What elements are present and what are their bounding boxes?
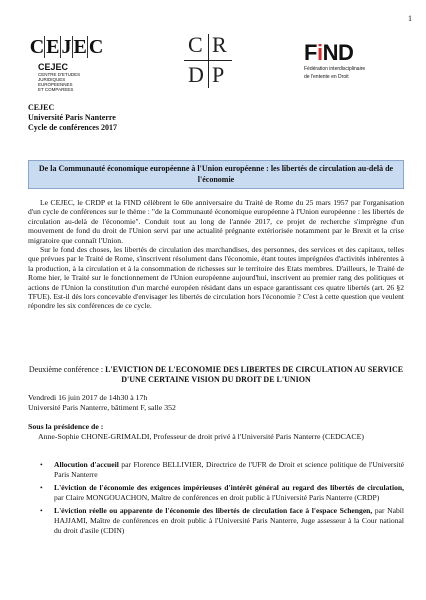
find-logo-word: FiND — [304, 40, 354, 65]
list-item-rest: par Nabil HAJJAMI, Maître de conférences en droit public à l'Université Paris Nanterre, Juge assesseur à la Cour national du droit d'asile (CDIN) — [54, 506, 404, 535]
crdp-letter-d: D — [188, 62, 204, 87]
body-paragraph-2: Sur le fond des choses, les libertés de circulation des marchandises, des personnes, des services et des capitaux, telles que prévues par le Traité de Rome, s'inscrivent résolument dans l'économie, étant toutes imprégnées d'activités inhérentes à la production, à la circulation et à la consommation de richesses sur le territoire des Etats membres. D'ailleurs, le Traité de Rome hier, le Traité sur le fonctionnement de l'Union européenne aujourd'hui, inscrivent au premier rang des politiques et actions de l'Union la constitution d'un marché européen résidant dans un espace garantissant ces quatre libertés (art. 26 §2 TFUE). Est-il dès lors concevable d'envisager les libertés de circulation hors l'économie ? C'est à cette question que veulent répondre les six conférences de ce cycle. — [28, 245, 404, 311]
list-item-bold: L'éviction réelle ou apparente de l'économie des libertés de circulation face à l'espace Schengen, — [54, 506, 373, 516]
header-line-3: Cycle de conférences 2017 — [28, 123, 117, 132]
cejec-logo-sub-2: JURIDIQUES — [38, 77, 66, 82]
conference-heading — [28, 365, 404, 385]
bullet-icon: • — [40, 460, 43, 469]
cejec-logo — [28, 32, 104, 92]
list-item — [40, 483, 404, 502]
title-box: De la Communauté économique européenne à l'Union européenne : les libertés de circulation au-delà de l'économie — [28, 160, 404, 189]
header-line-1: CEJEC — [28, 103, 55, 112]
bullet-icon: • — [40, 483, 43, 493]
list-item-rest: par Claire MONGOUACHON, Maître de conférences en droit public à l'Université Paris Nanterre (CRDP) — [54, 492, 380, 502]
cejec-logo-sub-4: ET COMPAREES — [38, 87, 74, 92]
crdp-letter-p: P — [212, 62, 225, 87]
conference-title: L'EVICTION DE L'ECONOMIE DES LIBERTES DE CIRCULATION AU SERVICE D'UNE CERTAINE VISION DU DROIT DE L'UNION — [105, 365, 404, 384]
program-list — [40, 460, 404, 539]
find-logo — [304, 42, 390, 80]
find-logo-sub-1: Fédération interdisciplinaire — [304, 66, 366, 72]
cejec-logo-mark: C E J E C — [29, 35, 103, 58]
presidence-section — [28, 422, 404, 442]
conference-prefix: Deuxième conférence : — [28, 365, 106, 374]
list-item-rest: par Florence BELLIVIER, Directrice de l'UFR de Droit et science politique de l'Université Paris Nanterre — [54, 460, 404, 479]
document-header — [28, 103, 117, 133]
presidence-label: Sous la présidence de : — [28, 422, 104, 431]
body-text — [28, 198, 404, 311]
presidence-person: Anne-Sophie CHONE-GRIMALDI, Professeur de droit privé à l'Université Paris Nanterre (CEDCACE) — [38, 432, 364, 441]
event-place: Université Paris Nanterre, bâtiment F, salle 352 — [28, 403, 176, 412]
list-item-bold: L'éviction de l'économie des exigences impérieuses d'intérêt général au regard des libertés de circulation, — [54, 483, 404, 493]
logo-row — [0, 30, 426, 100]
event-date: Vendredi 16 juin 2017 de 14h30 à 17h — [28, 393, 148, 402]
body-paragraph-1: Le CEJEC, le CRDP et la FIND célèbrent le 60e anniversaire du Traité de Rome du 25 mars 1957 par l'organisation d'un cycle de conférences sur le thème : "de la Communauté économique européenne à l'Union européenne : les libertés de circulation au-delà de l'économie". Conduit tout au long de l'année 2017, ce projet de recherche s'imprègne d'un mouvement de fond du droit de l'Union servi par une actualité prégnante extériorisée notamment par le Brexit et la crise migratoire que connaît l'Union. — [28, 198, 404, 245]
page-number: 1 — [408, 14, 412, 23]
list-item — [40, 460, 404, 479]
header-line-2: Université Paris Nanterre — [28, 113, 116, 122]
crdp-logo — [182, 32, 234, 90]
event-details — [28, 393, 176, 413]
crdp-letter-c: C — [188, 32, 203, 57]
cejec-logo-sub-1: CENTRE D'ETUDES — [38, 72, 81, 77]
cejec-logo-sub-3: EUROPEENNES — [38, 82, 73, 87]
list-item — [40, 506, 404, 535]
crdp-letter-r: R — [212, 32, 227, 57]
list-item-bold: Allocution d'accueil — [54, 460, 119, 469]
find-logo-sub-2: de l'entente en Droit — [304, 74, 349, 80]
bullet-icon: • — [40, 506, 43, 516]
cejec-logo-word: CEJEC — [38, 62, 69, 72]
